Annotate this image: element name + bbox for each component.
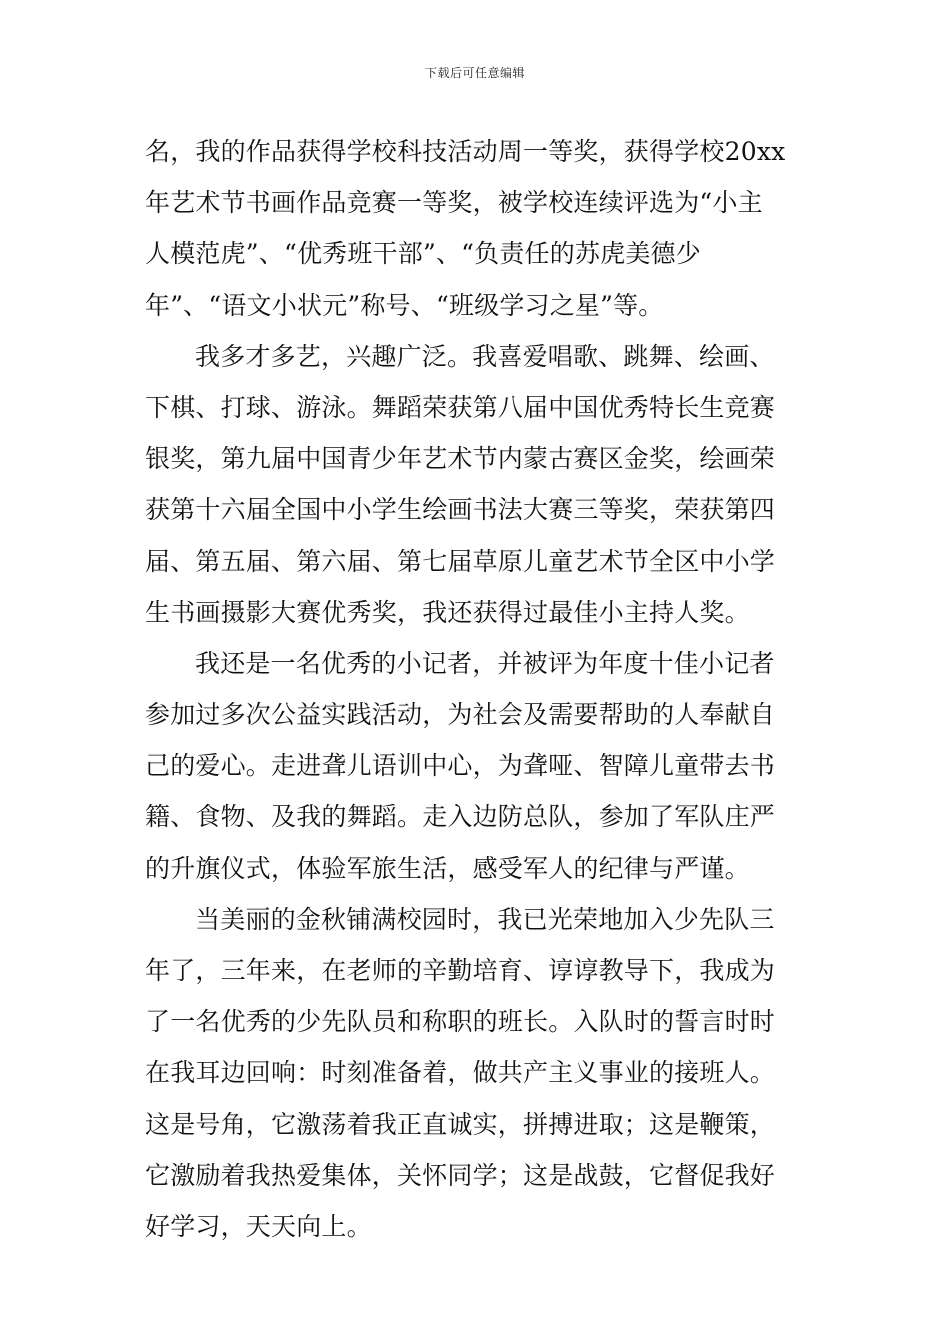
text-line: 年”、“语文小状元”称号、“班级学习之星”等。 (145, 290, 664, 320)
text-line: 好学习，天天向上。 (145, 1211, 372, 1241)
text-line: 生书画摄影大赛优秀奖，我还获得过最佳小主持人奖。 (145, 597, 750, 627)
text-line: 我多才多艺，兴趣广泛。我喜爱唱歌、跳舞、绘画、 (195, 341, 775, 371)
page-header: 下载后可任意编辑 (424, 66, 525, 80)
text-line: 年艺术节书画作品竞赛一等奖，被学校连续评选为“小主 (145, 188, 763, 218)
text-line: 在我耳边回响：时刻准备着，做共产主义事业的接班人。 (145, 1058, 776, 1088)
paragraph-young-pioneers (145, 894, 810, 1252)
text-line: 当美丽的金秋铺满校园时，我已光荣地加入少先队三 (195, 904, 775, 934)
text-line: 了一名优秀的少先队员和称职的班长。入队时的誓言时时 (145, 1007, 776, 1037)
text-line: 银奖，第九届中国青少年艺术节内蒙古赛区金奖，绘画荣 (145, 444, 776, 474)
text-line: 届、第五届、第六届、第七届草原儿童艺术节全区中小学 (145, 546, 776, 576)
text-line: 获第十六届全国中小学生绘画书法大赛三等奖，荣获第四 (145, 495, 776, 525)
text-line: 人模范虎”、“优秀班干部”、“负责任的苏虎美德少 (145, 239, 701, 269)
document-body (145, 126, 810, 1252)
text-line: 名，我的作品获得学校科技活动周一等奖，获得学校20xx (145, 137, 786, 166)
text-line: 己的爱心。走进聋儿语训中心，为聋哑、智障儿童带去书 (145, 751, 776, 781)
text-line: 这是号角，它激荡着我正直诚实，拼搏进取；这是鞭策， (145, 1109, 776, 1139)
text-line: 我还是一名优秀的小记者，并被评为年度十佳小记者 (195, 648, 775, 678)
paragraph-talents (145, 331, 810, 638)
text-line: 籍、食物、及我的舞蹈。走入边防总队，参加了军队庄严 (145, 802, 776, 832)
text-line: 下棋、打球、游泳。舞蹈荣获第八届中国优秀特长生竞赛 (145, 392, 776, 422)
text-line: 它激励着我热爱集体，关怀同学；这是战鼓，它督促我好 (145, 1160, 776, 1190)
paragraph-awards (145, 126, 810, 331)
paragraph-reporter (145, 638, 810, 894)
text-line: 年了，三年来，在老师的辛勤培育、谆谆教导下，我成为 (145, 956, 776, 985)
text-line: 的升旗仪式，体验军旅生活，感受军人的纪律与严谨。 (145, 853, 750, 883)
text-line: 参加过多次公益实践活动，为社会及需要帮助的人奉献自 (145, 700, 776, 730)
